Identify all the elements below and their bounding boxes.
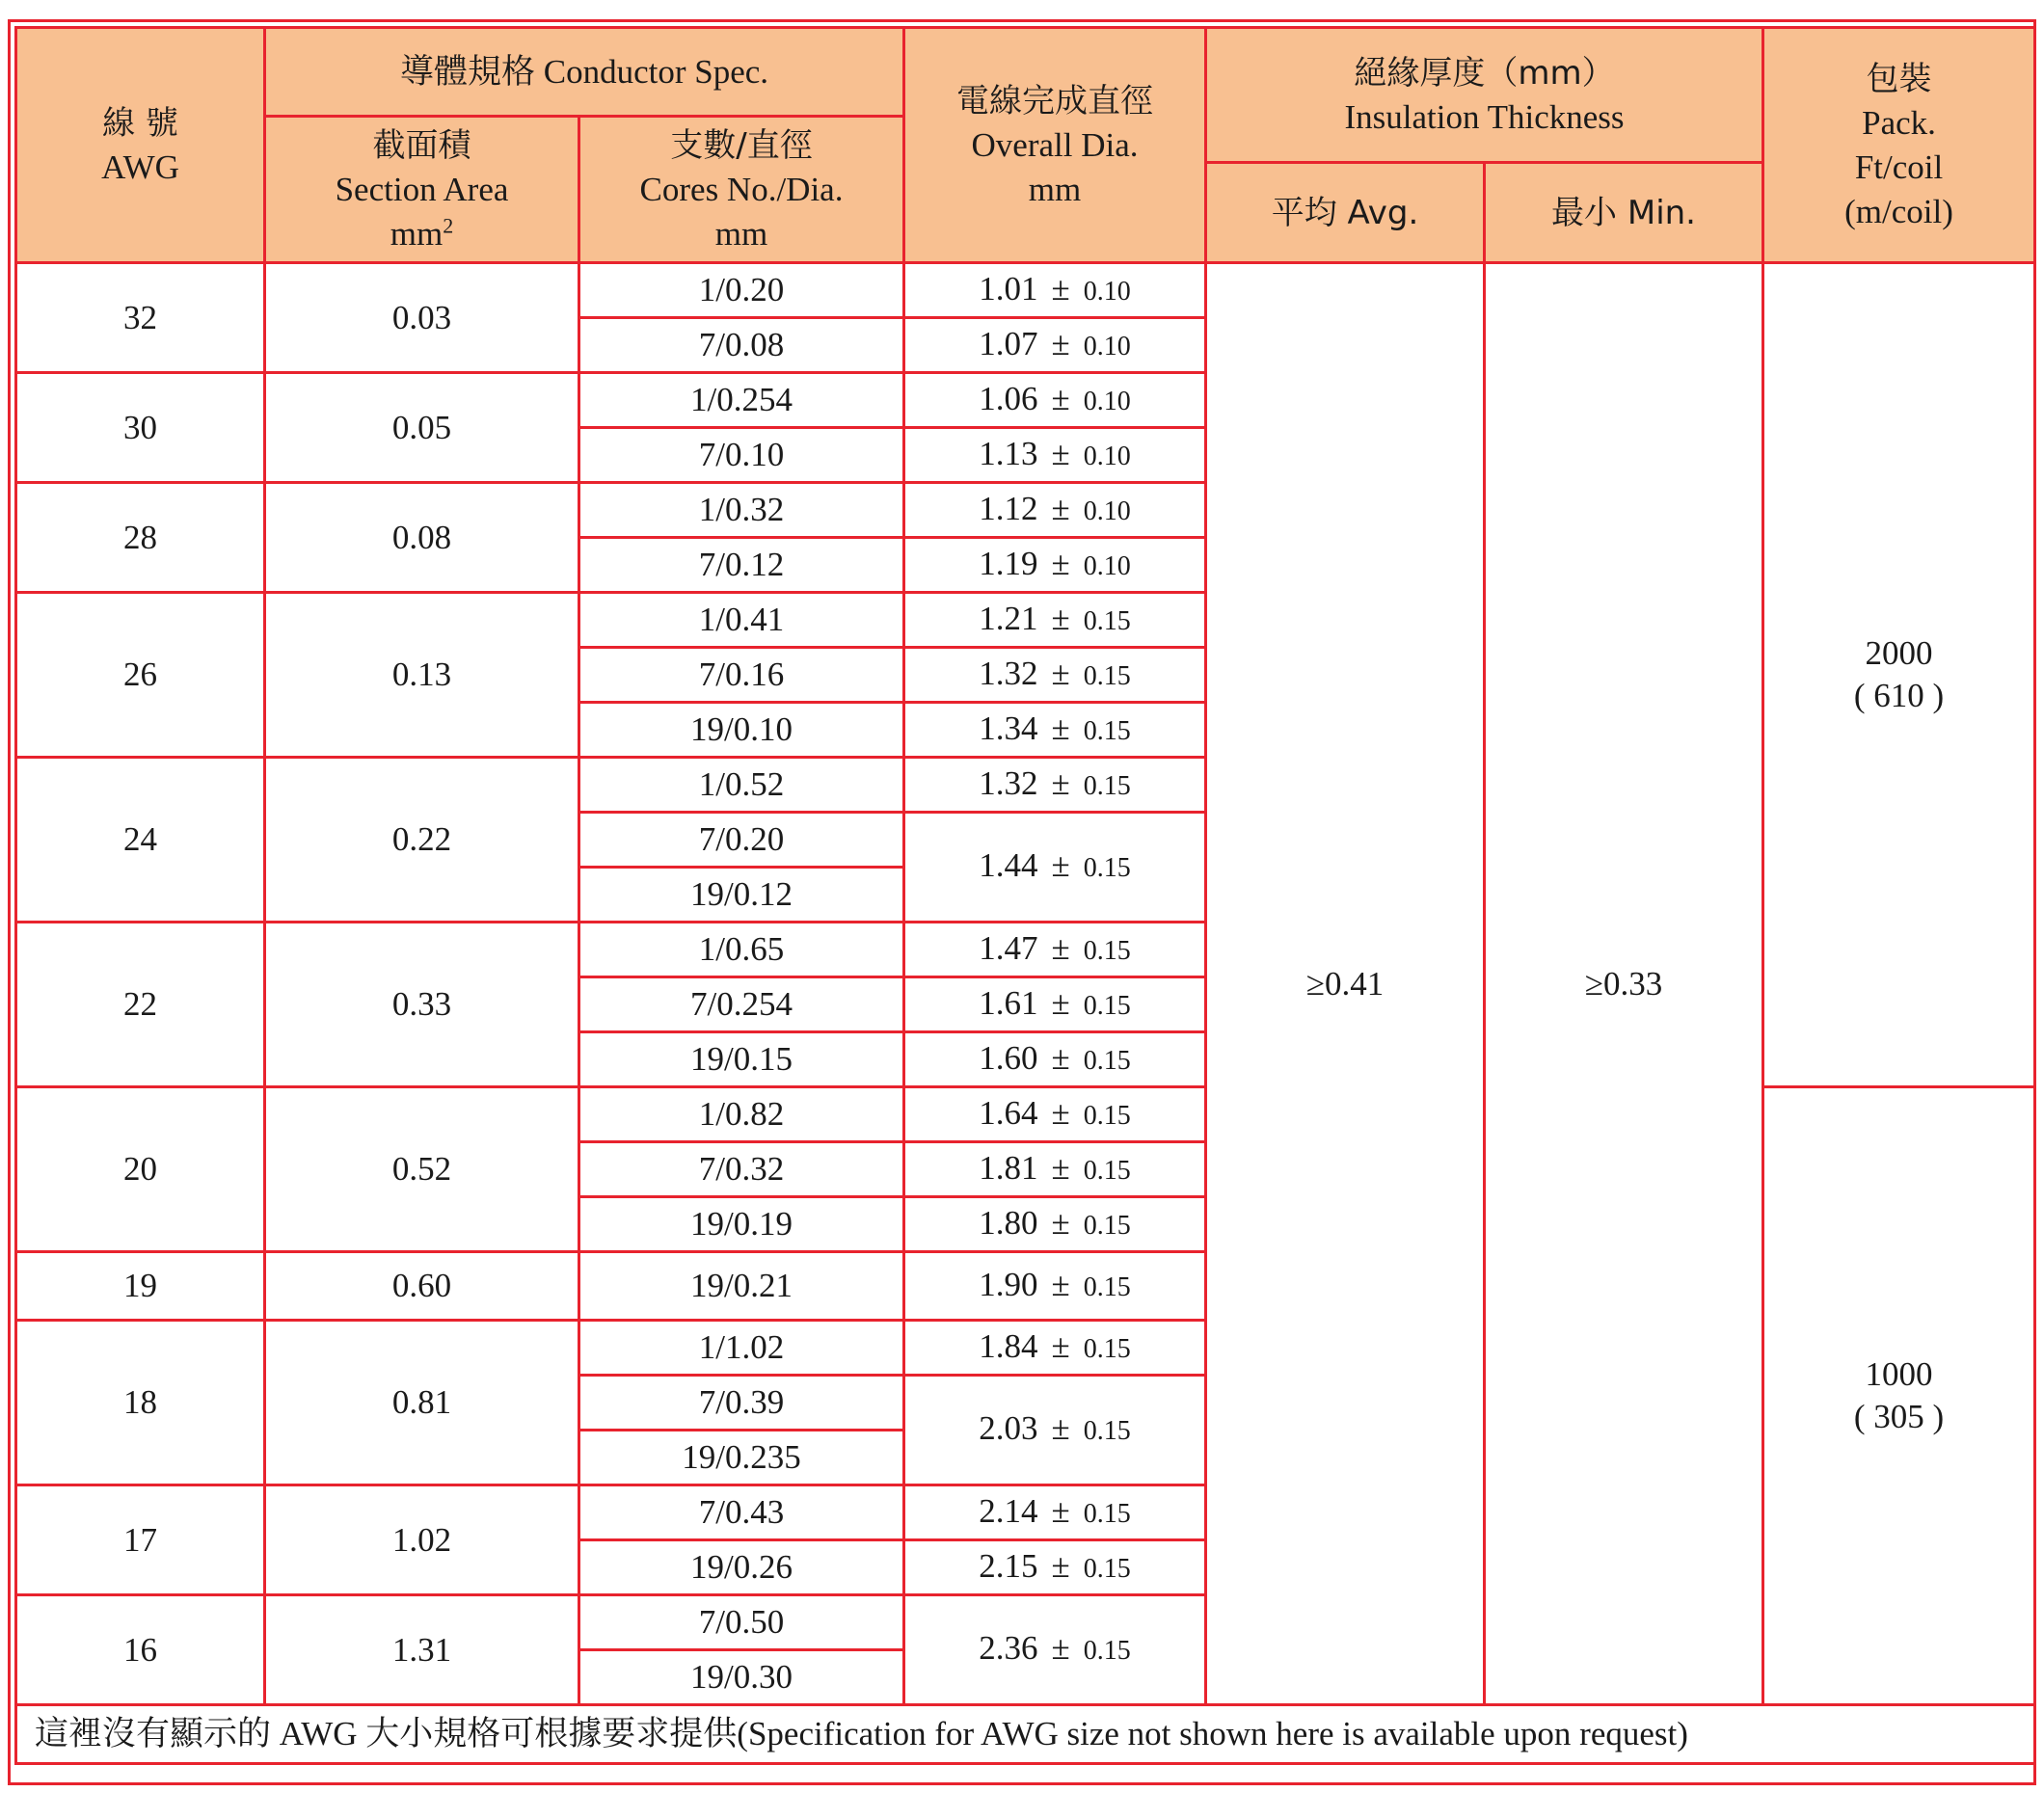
cores-cell: 7/0.16 [579,648,904,703]
plus-minus: ± [1051,846,1070,884]
dia-value: 1.44 [979,846,1038,884]
cores-cell: 19/0.235 [579,1431,904,1485]
cores-cell: 7/0.39 [579,1376,904,1431]
section-area-cell: 0.60 [265,1252,579,1321]
dia-value: 1.13 [979,434,1038,472]
conductor-header: 導體規格 Conductor Spec. [265,28,904,117]
table-row [16,263,2035,318]
dia-value: 2.15 [979,1546,1038,1585]
dia-tolerance: 0.15 [1083,715,1131,746]
dia-tolerance: 0.15 [1083,1553,1131,1584]
plus-minus: ± [1051,1546,1070,1585]
dia-tolerance: 0.15 [1083,1271,1131,1302]
overall-dia-cell [904,648,1206,703]
section-area-cell: 0.08 [265,483,579,593]
insulation-min-cell: ≥0.33 [1485,263,1763,1705]
availability-note: 這裡沒有顯示的 AWG 大小規格可根據要求提供(Specification for AWG size not shown here is available upon request) [16,1705,2035,1764]
cores-cell: 1/0.254 [579,373,904,428]
overall-dia-cell [904,483,1206,538]
cores-header-en: Cores No./Dia. [639,170,844,208]
plus-minus: ± [1051,1409,1070,1447]
dia-tolerance: 0.15 [1083,770,1131,801]
dia-tolerance: 0.10 [1083,276,1131,307]
dia-tolerance: 0.15 [1083,1333,1131,1364]
dia-value: 1.06 [979,379,1038,417]
dia-tolerance: 0.15 [1083,853,1131,883]
dia-value: 1.80 [979,1203,1038,1242]
cores-cell: 19/0.10 [579,703,904,758]
dia-tolerance: 0.15 [1083,1045,1131,1076]
section-area-cell: 0.81 [265,1321,579,1485]
plus-minus: ± [1051,599,1070,637]
plus-minus: ± [1051,379,1070,417]
overall-dia-cell [904,263,1206,318]
dia-value: 2.03 [979,1409,1038,1447]
plus-minus: ± [1051,489,1070,527]
awg-cell: 32 [16,263,265,373]
cores-cell: 7/0.50 [579,1595,904,1650]
section-area-cell: 0.22 [265,758,579,923]
cores-cell: 19/0.12 [579,868,904,923]
awg-header [16,28,265,263]
cores-cell: 1/1.02 [579,1321,904,1376]
section-area-cell: 1.02 [265,1485,579,1595]
avg-header: 平均 Avg. [1206,163,1485,263]
dia-value: 1.19 [979,544,1038,582]
overall-dia-cell [904,923,1206,977]
dia-value: 1.47 [979,928,1038,967]
plus-minus: ± [1051,1093,1070,1132]
plus-minus: ± [1051,983,1070,1022]
pack-header-cn: 包裝 [1866,59,1932,98]
dia-tolerance: 0.10 [1083,495,1131,526]
cores-cell: 7/0.43 [579,1485,904,1540]
pack-header-en: Pack. [1862,103,1936,142]
dia-value: 1.01 [979,269,1038,308]
overall-dia-cell [904,1485,1206,1540]
awg-cell: 18 [16,1321,265,1485]
cores-cell: 7/0.32 [579,1142,904,1197]
dia-value: 1.34 [979,709,1038,747]
section-area-cell: 0.52 [265,1087,579,1252]
cores-cell: 19/0.19 [579,1197,904,1252]
cores-header [579,117,904,263]
cores-cell: 7/0.20 [579,813,904,868]
cores-cell: 19/0.26 [579,1540,904,1595]
insulation-avg-cell: ≥0.41 [1206,263,1485,1705]
overall-dia-cell [904,318,1206,373]
pack-cell-1000 [1763,1087,2035,1705]
plus-minus: ± [1051,763,1070,802]
plus-minus: ± [1051,1203,1070,1242]
cores-cell: 1/0.41 [579,593,904,648]
dia-tolerance: 0.15 [1083,1416,1131,1446]
dia-value: 2.14 [979,1491,1038,1530]
plus-minus: ± [1051,709,1070,747]
overall-dia-cell [904,1376,1206,1485]
dia-tolerance: 0.15 [1083,990,1131,1021]
awg-cell: 16 [16,1595,265,1705]
min-header: 最小 Min. [1485,163,1763,263]
plus-minus: ± [1051,928,1070,967]
pack-m: ( 305 ) [1853,1398,1945,1435]
section-header-en: Section Area [335,170,509,208]
cores-cell: 1/0.82 [579,1087,904,1142]
dia-value: 1.61 [979,983,1038,1022]
dia-tolerance: 0.10 [1083,550,1131,581]
awg-cell: 30 [16,373,265,483]
cores-cell: 19/0.21 [579,1252,904,1321]
awg-cell: 17 [16,1485,265,1595]
spec-body [16,263,2035,1764]
awg-header-en: AWG [101,147,179,186]
dia-value: 1.12 [979,489,1038,527]
dia-value: 1.81 [979,1148,1038,1187]
dia-value: 1.21 [979,599,1038,637]
overall-dia-cell [904,1252,1206,1321]
insulation-header [1206,28,1763,163]
overall-dia-cell [904,593,1206,648]
cores-cell: 7/0.08 [579,318,904,373]
overall-header-en: Overall Dia. [971,125,1139,164]
overall-header-cn: 電線完成直徑 [956,81,1154,120]
cores-cell: 1/0.20 [579,263,904,318]
pack-header [1763,28,2035,263]
dia-value: 1.32 [979,654,1038,692]
section-area-cell: 0.03 [265,263,579,373]
dia-value: 1.07 [979,324,1038,362]
plus-minus: ± [1051,1491,1070,1530]
pack-header-unit1: Ft/coil [1854,147,1944,186]
dia-value: 1.32 [979,763,1038,802]
plus-minus: ± [1051,324,1070,362]
overall-dia-cell [904,1197,1206,1252]
overall-dia-cell [904,977,1206,1032]
pack-header-unit2: (m/coil) [1844,192,1953,230]
plus-minus: ± [1051,269,1070,308]
section-area-cell: 0.13 [265,593,579,758]
cores-cell: 7/0.254 [579,977,904,1032]
pack-ft: 2000 [1865,634,1933,672]
cores-header-cn: 支數/直徑 [670,125,813,165]
section-area-cell: 0.05 [265,373,579,483]
dia-tolerance: 0.15 [1083,1636,1131,1666]
cores-header-unit: mm [714,214,768,253]
awg-cell: 24 [16,758,265,923]
plus-minus: ± [1051,1038,1070,1077]
dia-value: 2.36 [979,1629,1038,1667]
awg-header-cn: 線 號 [102,103,178,143]
dia-tolerance: 0.10 [1083,331,1131,361]
dia-tolerance: 0.15 [1083,935,1131,966]
overall-dia-cell [904,1595,1206,1705]
overall-dia-cell [904,813,1206,923]
dia-value: 1.84 [979,1326,1038,1365]
awg-cell: 22 [16,923,265,1087]
dia-tolerance: 0.15 [1083,660,1131,691]
cores-cell: 19/0.15 [579,1032,904,1087]
overall-dia-cell [904,373,1206,428]
cores-cell: 1/0.52 [579,758,904,813]
dia-value: 1.60 [979,1038,1038,1077]
dia-tolerance: 0.15 [1083,1210,1131,1241]
awg-cell: 20 [16,1087,265,1252]
overall-dia-cell [904,1087,1206,1142]
dia-value: 1.64 [979,1093,1038,1132]
overall-dia-cell [904,428,1206,483]
plus-minus: ± [1051,1265,1070,1303]
plus-minus: ± [1051,1629,1070,1667]
awg-cell: 28 [16,483,265,593]
plus-minus: ± [1051,544,1070,582]
cores-cell: 1/0.65 [579,923,904,977]
overall-header-unit: mm [1028,170,1082,208]
overall-dia-cell [904,1032,1206,1087]
overall-dia-cell [904,1321,1206,1376]
cores-cell: 7/0.10 [579,428,904,483]
insulation-header-en: Insulation Thickness [1344,97,1625,136]
dia-tolerance: 0.15 [1083,605,1131,636]
dia-value: 1.90 [979,1265,1038,1303]
insulation-header-cn: 絕緣厚度（mm） [1354,53,1615,93]
dia-tolerance: 0.15 [1083,1155,1131,1186]
dia-tolerance: 0.15 [1083,1498,1131,1529]
awg-cell: 26 [16,593,265,758]
cores-cell: 19/0.30 [579,1650,904,1705]
plus-minus: ± [1051,1148,1070,1187]
plus-minus: ± [1051,654,1070,692]
section-area-header [265,117,579,263]
cores-cell: 1/0.32 [579,483,904,538]
overall-dia-cell [904,1540,1206,1595]
cores-cell: 7/0.12 [579,538,904,593]
section-area-cell: 1.31 [265,1595,579,1705]
dia-tolerance: 0.15 [1083,1100,1131,1131]
overall-dia-header [904,28,1206,263]
overall-dia-cell [904,703,1206,758]
dia-tolerance: 0.10 [1083,386,1131,416]
pack-cell-2000 [1763,263,2035,1087]
awg-cell: 19 [16,1252,265,1321]
note-row [16,1705,2035,1764]
dia-tolerance: 0.10 [1083,441,1131,471]
section-area-cell: 0.33 [265,923,579,1087]
pack-m: ( 610 ) [1853,677,1945,714]
plus-minus: ± [1051,1326,1070,1365]
plus-minus: ± [1051,434,1070,472]
section-header-cn: 截面積 [372,125,471,165]
section-header-unit: $mm^2$ [390,212,454,253]
overall-dia-cell [904,538,1206,593]
pack-ft: 1000 [1865,1355,1933,1393]
awg-spec-table [14,26,2036,1765]
overall-dia-cell [904,758,1206,813]
overall-dia-cell [904,1142,1206,1197]
